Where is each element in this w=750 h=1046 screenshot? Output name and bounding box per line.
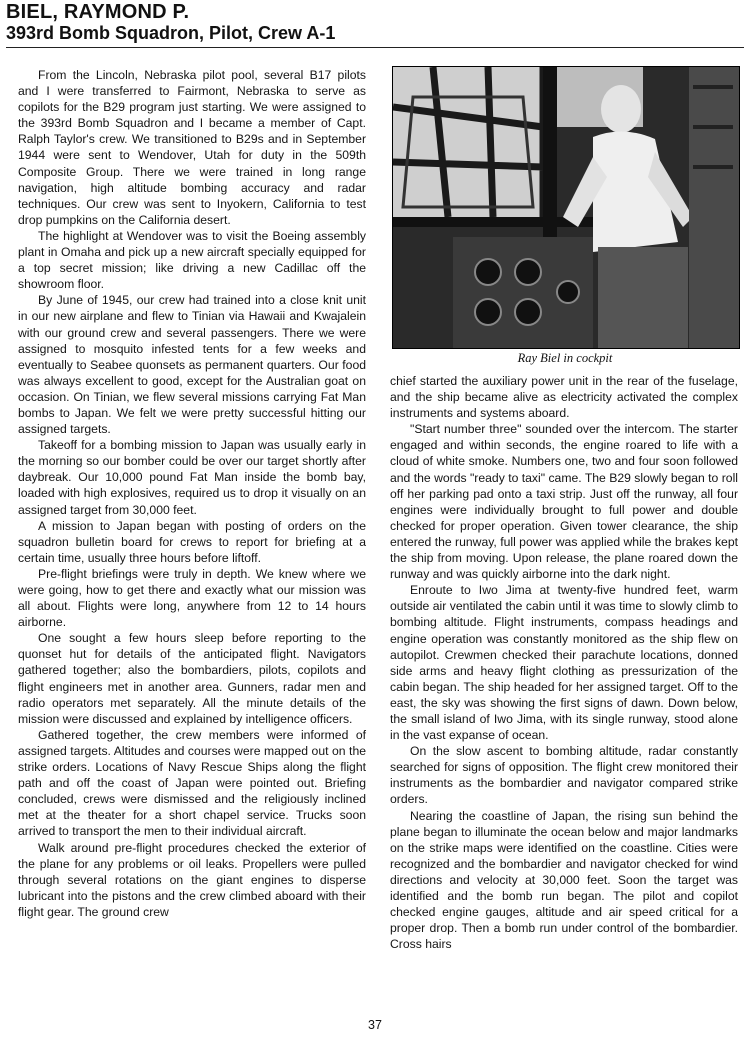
- paragraph: Gathered together, the crew members were informed of assigned targets. Altitudes and courses were mapped out on the strike orders. Locations of Navy Rescue Ships along the flight path and off the coast of Japan were pointed out. Briefing concluded, crews were dismissed and the religiously inclined met at the theater for a short chapel service. Trucks soon arrived to transport the men to their individual aircraft.: [18, 727, 366, 839]
- unit-role-subtitle: 393rd Bomb Squadron, Pilot, Crew A-1: [6, 23, 336, 43]
- page-number: 37: [368, 1018, 382, 1032]
- paragraph: By June of 1945, our crew had trained into a close knit unit in our new airplane and flew to Tinian via Hawaii and Kwajalein with our ground crew and several passengers. There we were assigned to mosquito infested tents for a few weeks and eventually to Seabee quonsets as permanent quarters. Our food was always excellent to good, except for the Australian goat on occasion. On Tinian, we flew several missions carrying Fat Man bombs to Japan. We felt we were pretty successful hitting our assigned targets.: [18, 293, 366, 437]
- paragraph: From the Lincoln, Nebraska pilot pool, several B17 pilots and I were transferred to Fairmont, Nebraska to serve as copilots for the B29 program just starting. We were assigned to the 393rd Bomb Squadron and I became a member of Capt. Ralph Taylor's crew. We transitioned to B29s and in September 1944 were sent to Wendover, Utah for duty in the 509th Composite Group. There we were trained in long range navigation, high altitude bombing accuracy and radar techniques. Our crew was sent to Inyokern, California to test drop pumpkins on the California desert.: [18, 68, 366, 227]
- paragraph: chief started the auxiliary power unit in the rear of the fuselage, and the ship became alive as electricity activated the complex instruments and systems aboard.: [390, 374, 738, 421]
- left-text-column: [18, 67, 366, 920]
- paragraph: Takeoff for a bombing mission to Japan was usually early in the morning so our bomber could be over our target shortly after daybreak. Our 10,000 pound Fat Man inside the bomb bay, loaded with high explosives, required us to drop it visually on an assigned target from 30,000 feet.: [18, 438, 366, 517]
- cockpit-photo-illustration: [393, 67, 739, 348]
- paragraph: A mission to Japan began with posting of orders on the squadron bulletin board for crews to report for briefing at a certain time, usually three hours before liftoff.: [18, 518, 366, 565]
- right-text-column: [390, 373, 738, 952]
- person-name: BIEL, RAYMOND P.: [6, 1, 190, 23]
- paragraph: The highlight at Wendover was to visit the Boeing assembly plant in Omaha and pick up a new aircraft specially equipped for a top secret mission; like driving a new Cadillac off the showroom floor.: [18, 228, 366, 292]
- paragraph: Walk around pre-flight procedures checked the exterior of the plane for any problems or oil leaks. Propellers were pulled through several rotations on the giant engines to disperse lubricant into the pistons and the crew climbed aboard with their flight gear. The ground crew: [18, 840, 366, 919]
- paragraph: On the slow ascent to bombing altitude, radar constantly searched for signs of opposition. The flight crew monitored their instruments as the bombardier and navigator compared strike orders.: [390, 744, 738, 807]
- paragraph: Enroute to Iwo Jima at twenty-five hundred feet, warm outside air ventilated the cabin until it was time to slowly climb to bombing altitude. Flight instruments, compass headings and engine operation was constantly monitored as the ship flew on autopilot. Crewmen checked their parachute locations, donned side arms and heavy flight clothing as pressurization of the cabin began. The ship headed for her assigned target. Off to the east, the sky was showing the first signs of dawn. Down below, the small island of Iwo Jima, with its single runway, stood alone in the vast expanse of ocean.: [390, 583, 738, 743]
- paragraph: Nearing the coastline of Japan, the rising sun behind the plane began to illuminate the ocean below and major landmarks on the strike maps were identified on the coastline. Cities were recognized and the bombardier and navigator checked for wind directions and velocity at 30,000 feet. Soon the target was identified and the bomb run began. The pilot and copilot checked engine gauges, altitude and air speed critical for a proper drop. Then a bomb run under control of the bombardier. Cross hairs: [390, 808, 738, 952]
- paragraph: Pre-flight briefings were truly in depth. We knew where we were going, how to get there and exactly what our mission was all about. Flights were long, anywhere from 12 to 14 hours airborne.: [18, 566, 366, 630]
- article-header: [6, 1, 335, 43]
- cockpit-photo: [392, 66, 740, 349]
- header-divider: [6, 47, 744, 48]
- paragraph: "Start number three" sounded over the intercom. The starter engaged and within seconds, the engine roared to life with a cloud of white smoke. Numbers one, two and four soon followed and the words "ready to taxi" came. The B29 slowly began to roll off her parking pad onto a taxi strip. Just off the runway, all four engines were individually brought to full power and double checked for proper operation. Given tower clearance, the ship entered the runway, full power was applied while the brakes kept the ship from moving. Upon release, the plane roared down the runway and was quickly airborne into the dark night.: [390, 422, 738, 582]
- paragraph: One sought a few hours sleep before reporting to the quonset hut for details of the anticipated flight. Navigators gathered together; also the bombardiers, pilots, copilots and flight engineers met in another area. Gunners, radar men and radio operators met separately. All the minute details of the mission were discussed and explained by intelligence officers.: [18, 631, 366, 726]
- photo-caption: Ray Biel in cockpit: [517, 351, 613, 365]
